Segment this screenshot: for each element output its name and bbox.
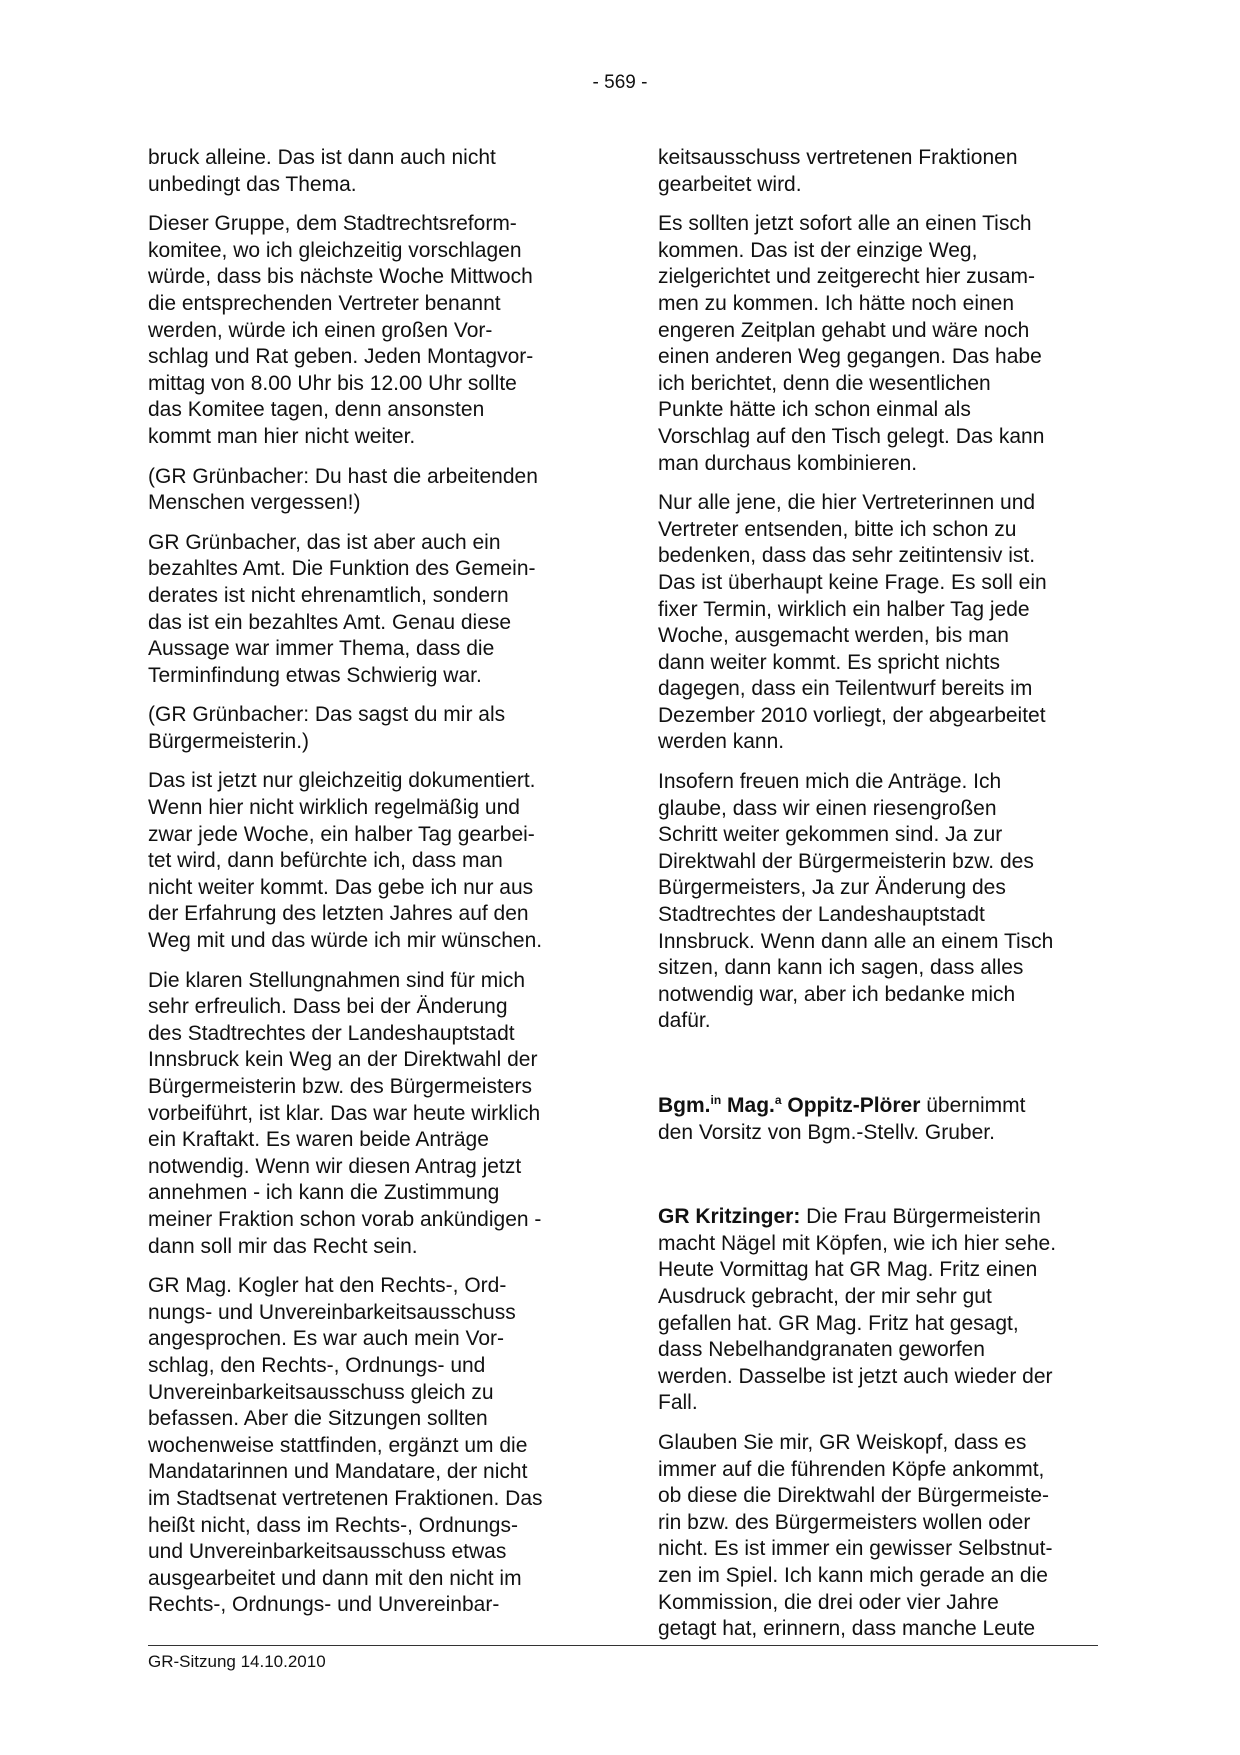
paragraph-text: GR Mag. Kogler hat den Rechts-, Ord- nungs- und Unvereinbarkeitsausschuss angesprochen. Es war auch mein Vor- schlag, den Rechts-, Ordnungs- und Unvereinbarkeitsausschuss gleich zu befassen. Aber die Sitzungen sollten wochenweise stattfinden, ergänzt um die Mandatarinnen und Mandatare, der nicht im Stadtsenat vertretenen Fraktionen. Das heißt nicht, dass im Rechts-, Ordnungs- und Unvereinbarkeitsausschuss etwas ausgearbeitet und dann mit den nicht im Rechts-, Ordnungs- und Unvereinbar- [148, 1274, 543, 1617]
paragraph-text: Glauben Sie mir, GR Weiskopf, dass es immer auf die führenden Köpfe ankommt, ob diese die Direktwahl der Bürgermeiste- rin bzw. des Bürgermeisters wollen oder nicht. Es ist immer ein gewisser Selbstnut- zen im Spiel. Ich kann mich gerade an die Kommission, die drei oder vier Jahre getagt hat, erinnern, dass manche Leute [658, 1430, 1053, 1641]
chair-text-1: übernimmt [920, 1094, 1026, 1117]
chair-mag-sup: a [774, 1093, 782, 1107]
paragraph [148, 145, 583, 198]
chair-text-2: den Vorsitz von Bgm.-Stellv. Gruber. [658, 1120, 995, 1144]
paragraph [148, 1273, 583, 1619]
chair-title [658, 1094, 920, 1117]
interjection [148, 464, 583, 517]
paragraph-text: (GR Grünbacher: Du hast die arbeitenden Menschen vergessen!) [148, 464, 538, 515]
chair-note [658, 1093, 1098, 1146]
footer-divider [148, 1645, 1098, 1646]
paragraph-text: GR Grünbacher, das ist aber auch ein bezahltes Amt. Die Funktion des Gemein- derates ist nicht ehrenamtlich, sondern das ist ein bezahltes Amt. Genau diese Aussage war immer Thema, dass die Terminfindung etwas Schwierig war. [148, 530, 536, 687]
chair-bgm: Bgm. [658, 1094, 711, 1117]
paragraph [148, 211, 583, 450]
interjection [148, 702, 583, 755]
page-number: - 569 - [592, 72, 648, 93]
paragraph-text: (GR Grünbacher: Das sagst du mir als Bürgermeisterin.) [148, 703, 506, 753]
paragraph-text: Die Frau Bürgermeisterin macht Nägel mit Köpfen, wie ich hier sehe. Heute Vormittag hat GR Mag. Fritz einen Ausdruck gebracht, der mir sehr gut gefallen hat. GR Mag. Fritz hat gesagt, dass Nebelhandgranaten geworfen werden. Dasselbe ist jetzt auch wieder der Fall. [658, 1205, 1057, 1415]
paragraph [658, 769, 1098, 1035]
paragraph-text: bruck alleine. Das ist dann auch nicht unbedingt das Thema. [148, 146, 496, 196]
paragraph-text: Die klaren Stellungnahmen sind für mich sehr erfreulich. Dass bei der Änderung des Stadtrechtes der Landeshauptstadt Innsbruck kein Weg an der Direktwahl der Bürgermeisterin bzw. des Bürgermeisters vorbeiführt, ist klar. Das war heute wirklich ein Kraftakt. Es waren beide Anträge notwendig. Wenn wir diesen Antrag jetzt annehmen - ich kann die Zustimmung meiner Fraktion schon vorab ankündigen - dann soll mir das Recht sein. [148, 968, 542, 1258]
chair-name: Oppitz-Plörer [787, 1094, 921, 1117]
paragraph-text: Das ist jetzt nur gleichzeitig dokumentiert. Wenn hier nicht wirklich regelmäßig und zwar jede Woche, ein halber Tag gearbei- tet wird, dann befürchte ich, dass man nicht weiter kommt. Das gebe ich nur aus der Erfahrung des letzten Jahres auf den Weg mit und das würde ich mir wünschen. [148, 769, 543, 953]
paragraph-text: Dieser Gruppe, dem Stadtrechtsreform- komitee, wo ich gleichzeitig vorschlagen würde, dass bis nächste Woche Mittwoch die entsprechenden Vertreter benannt werden, würde ich einen großen Vor- schlag und Rat geben. Jeden Montagvor- mittag von 8.00 Uhr bis 12.00 Uhr sollte das Komitee tagen, denn ansonsten kommt man hier nicht weiter. [148, 212, 534, 448]
speaker-name: GR Kritzinger: [658, 1205, 801, 1229]
paragraph [148, 968, 583, 1261]
speaker-paragraph [658, 1204, 1098, 1417]
chair-bgm-sup: in [710, 1093, 722, 1107]
paragraph-text: Insofern freuen mich die Anträge. Ich glaube, dass wir einen riesengroßen Schritt weiter gekommen sind. Ja zur Direktwahl der Bürgermeisterin bzw. des Bürgermeisters, Ja zur Änderung des Stadtrechtes der Landeshauptstadt Innsbruck. Wenn dann alle an einem Tisch sitzen, dann kann ich sagen, dass alles notwendig war, aber ich bedanke mich dafür. [658, 770, 1054, 1033]
paragraph [148, 768, 583, 954]
paragraph [658, 490, 1098, 756]
paragraph [658, 1430, 1098, 1643]
paragraph-text: Nur alle jene, die hier Vertreterinnen und Vertreter entsenden, bitte ich schon zu bedenken, dass das sehr zeitintensiv ist. Das ist überhaupt keine Frage. Es soll ein fixer Termin, wirklich ein halber Tag jede Woche, ausgemacht werden, bis man dann weiter kommt. Es spricht nichts dagegen, dass ein Teilentwurf bereits im Dezember 2010 vorliegt, der abgearbeitet werden kann. [658, 491, 1047, 754]
right-column [658, 145, 1098, 1656]
left-column [148, 145, 583, 1632]
paragraph [658, 145, 1098, 198]
paragraph-text: keitsausschuss vertretenen Fraktionen gearbeitet wird. [658, 146, 1018, 196]
chair-mag: Mag. [727, 1094, 775, 1117]
footer-session-label: GR-Sitzung 14.10.2010 [148, 1652, 326, 1671]
paragraph-text: Es sollten jetzt sofort alle an einen Tisch kommen. Das ist der einzige Weg, zielgerichtet und zeitgerecht hier zusam- men zu kommen. Ich hätte noch einen engeren Zeitplan gehabt und wäre noch einen anderen Weg gegangen. Das habe ich berichtet, denn die wesentlichen Punkte hätte ich schon einmal als Vorschlag auf den Tisch gelegt. Das kann man durchaus kombinieren. [658, 212, 1045, 475]
paragraph [658, 211, 1098, 477]
paragraph [148, 530, 583, 690]
